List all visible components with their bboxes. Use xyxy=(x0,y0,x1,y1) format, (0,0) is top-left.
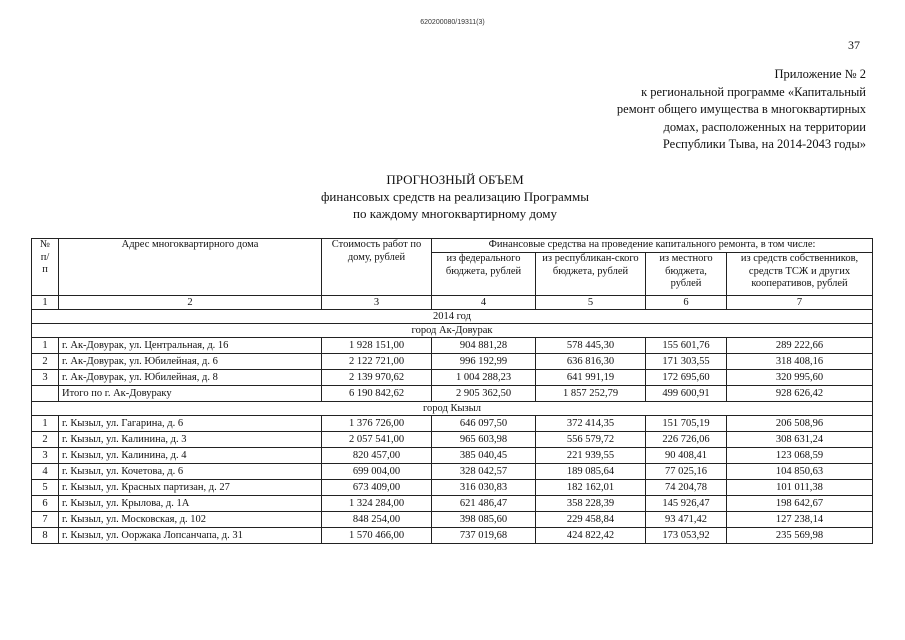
financing-table xyxy=(31,238,873,544)
total-cost: 1 376 726,00 xyxy=(322,416,432,432)
city-section-row xyxy=(32,324,873,338)
row-number: 2 xyxy=(32,432,59,448)
address: г. Кызыл, ул. Московская, д. 102 xyxy=(59,512,322,528)
republic-budget: 636 816,30 xyxy=(536,354,646,370)
owners-funds: 235 569,98 xyxy=(727,528,873,544)
local-budget: 151 705,19 xyxy=(646,416,727,432)
republic-budget: 424 822,42 xyxy=(536,528,646,544)
row-number: 3 xyxy=(32,448,59,464)
total-cost: 1 928 151,00 xyxy=(322,338,432,354)
row-number: 6 xyxy=(32,496,59,512)
row-number: 3 xyxy=(32,370,59,386)
owners-funds: 289 222,66 xyxy=(727,338,873,354)
federal-budget: 316 030,83 xyxy=(432,480,536,496)
header-cost: Стоимость работ по дому, рублей xyxy=(322,239,432,296)
federal-budget: 965 603,98 xyxy=(432,432,536,448)
address: г. Ак-Довурак, ул. Юбилейная, д. 8 xyxy=(59,370,322,386)
header-local: из местного бюджета, рублей xyxy=(646,253,727,296)
federal-budget: 646 097,50 xyxy=(432,416,536,432)
table-row xyxy=(32,370,873,386)
address: г. Кызыл, ул. Калинина, д. 4 xyxy=(59,448,322,464)
header-num: № п/п xyxy=(32,239,59,296)
header-owners: из средств собственников, средств ТСЖ и других кооперативов, рублей xyxy=(727,253,873,296)
owners-funds: 308 631,24 xyxy=(727,432,873,448)
federal-budget: 398 085,60 xyxy=(432,512,536,528)
republic-budget: 578 445,30 xyxy=(536,338,646,354)
federal-budget: 2 905 362,50 xyxy=(432,386,536,402)
total-cost: 2 057 541,00 xyxy=(322,432,432,448)
column-number: 7 xyxy=(727,296,873,310)
appendix-note xyxy=(520,66,866,154)
owners-funds: 928 626,42 xyxy=(727,386,873,402)
address: г. Кызыл, ул. Красных партизан, д. 27 xyxy=(59,480,322,496)
table-row xyxy=(32,496,873,512)
owners-funds: 104 850,63 xyxy=(727,464,873,480)
total-cost: 2 139 970,62 xyxy=(322,370,432,386)
row-number: 8 xyxy=(32,528,59,544)
document-title xyxy=(190,171,720,222)
header-address: Адрес многоквартирного дома xyxy=(59,239,322,296)
federal-budget: 385 040,45 xyxy=(432,448,536,464)
row-number: 5 xyxy=(32,480,59,496)
republic-budget: 556 579,72 xyxy=(536,432,646,448)
total-cost: 673 409,00 xyxy=(322,480,432,496)
owners-funds: 320 995,60 xyxy=(727,370,873,386)
document-id: 620200080/19311(3) xyxy=(420,19,485,26)
local-budget: 74 204,78 xyxy=(646,480,727,496)
owners-funds: 127 238,14 xyxy=(727,512,873,528)
year-label: 2014 год xyxy=(32,310,873,324)
federal-budget: 737 019,68 xyxy=(432,528,536,544)
local-budget: 93 471,42 xyxy=(646,512,727,528)
owners-funds: 123 068,59 xyxy=(727,448,873,464)
year-row xyxy=(32,310,873,324)
address: г. Кызыл, ул. Гагарина, д. 6 xyxy=(59,416,322,432)
appendix-line: Республики Тыва, на 2014-2043 годы» xyxy=(662,137,866,151)
address: г. Ак-Довурак, ул. Центральная, д. 16 xyxy=(59,338,322,354)
table-row xyxy=(32,480,873,496)
header-financing-group: Финансовые средства на проведение капитального ремонта, в том числе: xyxy=(432,239,873,253)
address: г. Кызыл, ул. Калинина, д. 3 xyxy=(59,432,322,448)
appendix-line: к региональной программе «Капитальный xyxy=(641,84,866,99)
owners-funds: 206 508,96 xyxy=(727,416,873,432)
table-row xyxy=(32,416,873,432)
column-number: 6 xyxy=(646,296,727,310)
federal-budget: 621 486,47 xyxy=(432,496,536,512)
republic-budget: 358 228,39 xyxy=(536,496,646,512)
city-name: город Ак-Довурак xyxy=(32,324,873,338)
total-cost: 1 324 284,00 xyxy=(322,496,432,512)
local-budget: 173 053,92 xyxy=(646,528,727,544)
total-cost: 2 122 721,00 xyxy=(322,354,432,370)
city-name: город Кызыл xyxy=(32,402,873,416)
column-number: 5 xyxy=(536,296,646,310)
row-number: 7 xyxy=(32,512,59,528)
row-number: 2 xyxy=(32,354,59,370)
table-row xyxy=(32,512,873,528)
federal-budget: 328 042,57 xyxy=(432,464,536,480)
total-cost: 1 570 466,00 xyxy=(322,528,432,544)
owners-funds: 101 011,38 xyxy=(727,480,873,496)
city-section-row xyxy=(32,402,873,416)
column-number: 2 xyxy=(59,296,322,310)
row-number: 1 xyxy=(32,338,59,354)
table-row xyxy=(32,354,873,370)
appendix-line: Приложение № 2 xyxy=(774,67,866,81)
federal-budget: 996 192,99 xyxy=(432,354,536,370)
table-row xyxy=(32,338,873,354)
row-number: 4 xyxy=(32,464,59,480)
address: г. Ак-Довурак, ул. Юбилейная, д. 6 xyxy=(59,354,322,370)
row-number xyxy=(32,386,59,402)
owners-funds: 318 408,16 xyxy=(727,354,873,370)
local-budget: 499 600,91 xyxy=(646,386,727,402)
local-budget: 171 303,55 xyxy=(646,354,727,370)
address: г. Кызыл, ул. Ооржака Лопсанчапа, д. 31 xyxy=(59,528,322,544)
republic-budget: 182 162,01 xyxy=(536,480,646,496)
address: Итого по г. Ак-Довураку xyxy=(59,386,322,402)
total-cost: 699 004,00 xyxy=(322,464,432,480)
row-number: 1 xyxy=(32,416,59,432)
title-line: финансовых средств на реализацию Программы xyxy=(321,189,589,204)
appendix-line: ремонт общего имущества в многоквартирных xyxy=(616,102,866,116)
republic-budget: 189 085,64 xyxy=(536,464,646,480)
local-budget: 145 926,47 xyxy=(646,496,727,512)
address: г. Кызыл, ул. Кочетова, д. 6 xyxy=(59,464,322,480)
republic-budget: 1 857 252,79 xyxy=(536,386,646,402)
appendix-line: домах, расположенных на территории xyxy=(663,119,866,134)
republic-budget: 229 458,84 xyxy=(536,512,646,528)
title-line: ПРОГНОЗНЫЙ ОБЪЕМ xyxy=(386,172,524,187)
total-cost: 820 457,00 xyxy=(322,448,432,464)
local-budget: 155 601,76 xyxy=(646,338,727,354)
local-budget: 172 695,60 xyxy=(646,370,727,386)
local-budget: 226 726,06 xyxy=(646,432,727,448)
page-number: 37 xyxy=(848,38,860,52)
title-line: по каждому многоквартирному дому xyxy=(353,206,557,221)
table-row xyxy=(32,432,873,448)
republic-budget: 641 991,19 xyxy=(536,370,646,386)
local-budget: 77 025,16 xyxy=(646,464,727,480)
owners-funds: 198 642,67 xyxy=(727,496,873,512)
federal-budget: 1 004 288,23 xyxy=(432,370,536,386)
table-row xyxy=(32,464,873,480)
table-row xyxy=(32,448,873,464)
header-federal: из федерального бюджета, рублей xyxy=(432,253,536,296)
column-number: 1 xyxy=(32,296,59,310)
local-budget: 90 408,41 xyxy=(646,448,727,464)
total-cost: 848 254,00 xyxy=(322,512,432,528)
table-body xyxy=(32,296,873,544)
republic-budget: 372 414,35 xyxy=(536,416,646,432)
header-republic: из республикан-ского бюджета, рублей xyxy=(536,253,646,296)
column-number-row xyxy=(32,296,873,310)
column-number: 4 xyxy=(432,296,536,310)
column-number: 3 xyxy=(322,296,432,310)
address: г. Кызыл, ул. Крылова, д. 1А xyxy=(59,496,322,512)
republic-budget: 221 939,55 xyxy=(536,448,646,464)
total-row xyxy=(32,386,873,402)
table-row xyxy=(32,528,873,544)
federal-budget: 904 881,28 xyxy=(432,338,536,354)
total-cost: 6 190 842,62 xyxy=(322,386,432,402)
